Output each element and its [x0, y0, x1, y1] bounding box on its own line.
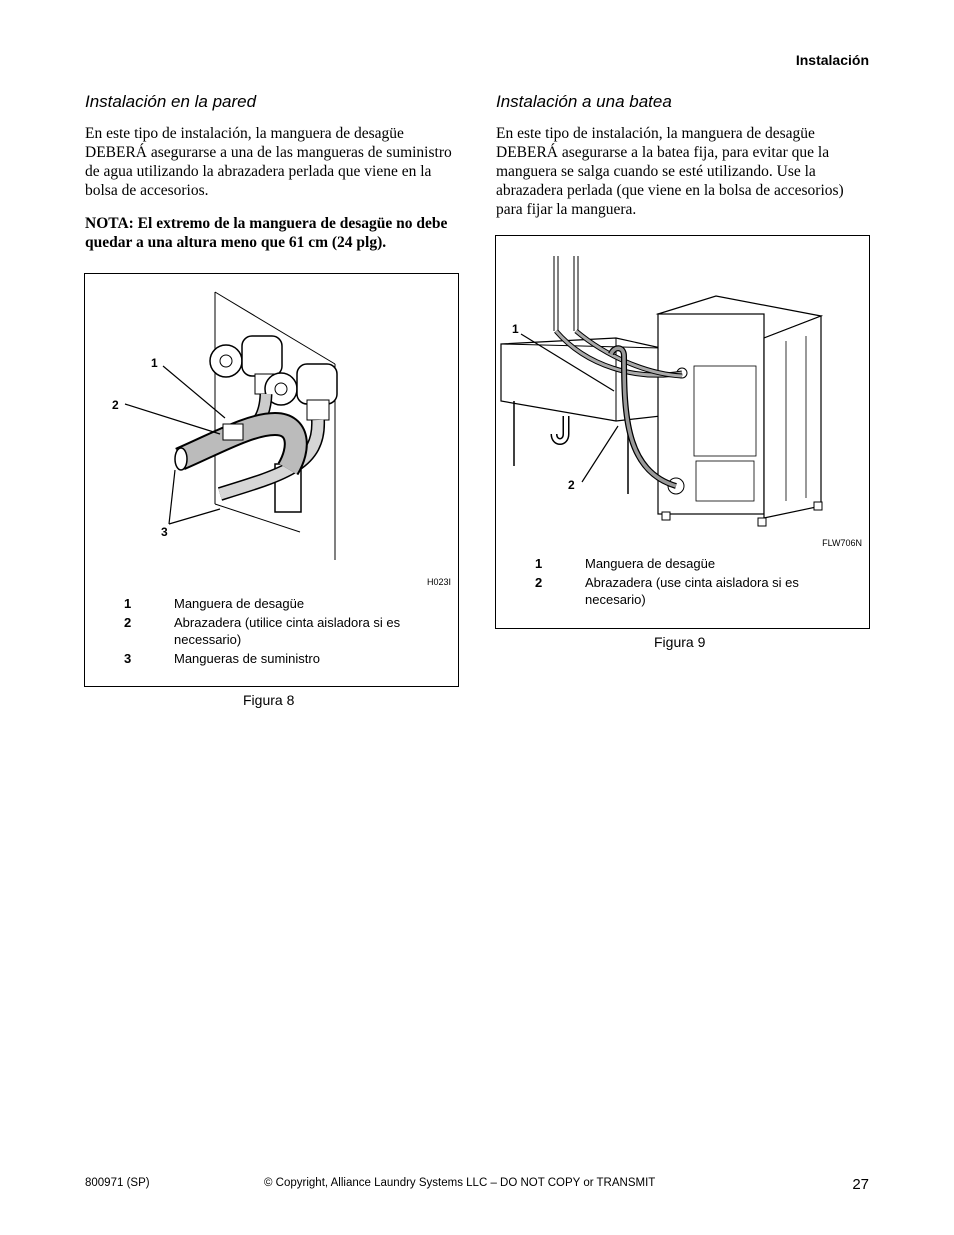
figure-8-caption: Figura 8 — [243, 692, 295, 708]
tub-installation-illustration — [496, 236, 869, 536]
footer-copyright: © Copyright, Alliance Laundry Systems LLC – DO NOT COPY or TRANSMIT — [264, 1177, 656, 1189]
figure-8-legend — [124, 595, 424, 669]
figure-8-code: H023I — [426, 577, 451, 587]
figure-9-code: FLW706N — [822, 538, 862, 548]
legend-item: 2 Abrazadera (use cinta aisladora si es necesario) — [535, 575, 799, 607]
wall-installation-illustration — [85, 274, 458, 574]
section-header: Instalación — [795, 52, 869, 68]
callout-2: 2 — [568, 478, 575, 492]
left-paragraph: En este tipo de instalación, la manguera de desagüe DEBERÁ asegurarse a una de las mangueras de suministro de agua utilizando la abrazadera perlada que viene en la bolsa de accesorios. — [85, 125, 452, 199]
callout-2: 2 — [112, 398, 119, 412]
callout-3: 3 — [161, 525, 168, 539]
legend-item: 1 Manguera de desagüe — [535, 556, 716, 571]
right-column — [496, 92, 870, 233]
legend-item: 1 Manguera de desagüe — [124, 596, 305, 611]
legend-item: 2 Abrazadera (utilice cinta aisladora si es necessario) — [124, 615, 401, 647]
callout-1: 1 — [512, 322, 519, 336]
legend-item: 3 Mangueras de suministro — [124, 651, 320, 666]
right-paragraph: En este tipo de instalación, la manguera de desagüe DEBERÁ asegurarse a la batea fija, para evitar que la manguera se salga cuando se esté utilizando. Use la abrazadera perlada (que viene en la bolsa de accesorios) para fijar la manguera. — [496, 125, 844, 218]
right-heading: Instalación a una batea — [496, 92, 672, 111]
left-note: NOTA: El extremo de la manguera de desagüe no debe quedar a una altura meno que 61 cm (24 plg). — [85, 215, 448, 251]
page-number: 27 — [852, 1176, 869, 1193]
left-heading: Instalación en la pared — [85, 92, 257, 111]
footer-doc-number: 800971 (SP) — [85, 1177, 150, 1189]
figure-9-caption: Figura 9 — [654, 634, 706, 650]
figure-8-box — [84, 273, 459, 687]
left-column — [85, 92, 459, 266]
figure-9-box — [495, 235, 870, 629]
callout-1: 1 — [151, 356, 158, 370]
figure-9-legend — [535, 555, 835, 610]
